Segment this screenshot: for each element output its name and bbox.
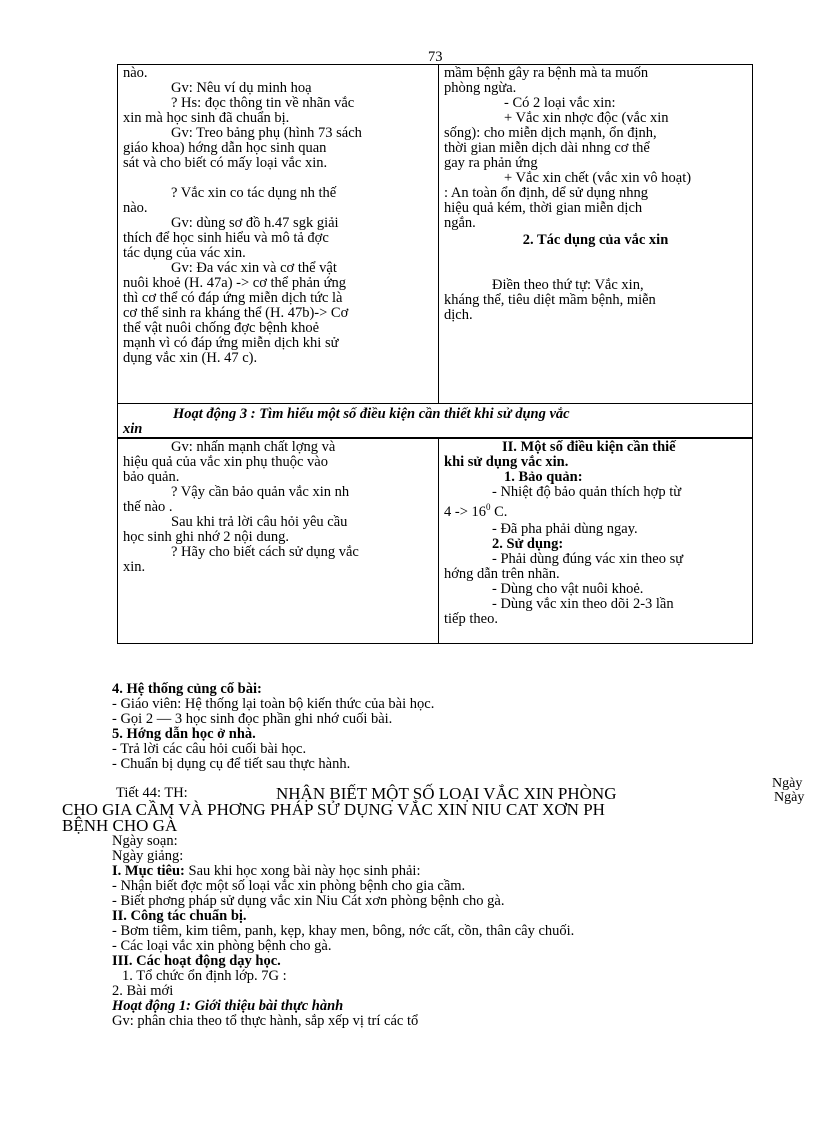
text-line: nào. [123,200,148,216]
text-line: cơ thể sinh ra kháng thể (H. 47b)-> Cơ [123,305,349,321]
text-line: gay ra phản ứng [444,155,538,171]
activity3-header-cell [118,404,753,439]
text-line: mạnh vì có đáp ứng miễn dịch khi sử [123,335,339,351]
text-line: xin mà học sinh đã chuẩn bị. [123,110,290,126]
text-line: - Trả lời các câu hỏi cuối bài học. [112,741,307,757]
text-line: tiếp theo. [444,610,498,627]
text-line: ? Vắc xin co tác dụng nh thế [171,185,337,201]
text-line: - Có 2 loại vắc xin: [504,95,616,111]
text-line: ? Vậy cần bảo quản vắc xin nh [171,484,350,500]
text-line: - Dùng cho vật nuôi khoẻ. [492,580,644,597]
text-line: + Vắc xin chết (vắc xin vô hoạt) [504,170,692,186]
margin-date-label: Ngày [774,790,805,805]
text-line: - Nhận biết đợc một số loại vắc xin phòng bệnh cho gia cầm. [112,878,466,894]
lesson-table [117,64,753,644]
text-line: 1. Tổ chức ổn định lớp. 7G : [122,968,287,984]
text-line: - Gọi 2 — 3 học sinh đọc phần ghi nhớ cuối bài. [112,711,393,727]
text-line: - Bơm tiêm, kim tiêm, panh, kẹp, khay men, bông, nớc cất, cồn, thân cây chuối. [112,923,575,939]
text-line: thể vật nuôi chống đợc bệnh khoẻ [123,320,320,336]
text-line: - Các loại vắc xin phòng bệnh cho gà. [112,938,332,954]
summary-section [112,682,762,772]
section-heading-cont: khi sử dụng vắc xin. [444,454,569,470]
subheading: 2. Sử dụng: [492,535,564,552]
text-line: ? Hãy cho biết cách sử dụng vắc [171,544,359,560]
lesson-body [112,834,772,1029]
text-line: Gv: Treo bảng phụ (hình 73 sách [171,125,362,141]
row2-left-text [123,440,433,575]
text-line: - Nhiệt độ bảo quản thích hợp từ [492,484,682,500]
date-taught: Ngày giảng: [112,848,184,864]
text-line: + Vắc xin nhợc độc (vắc xin [504,110,669,126]
text-line: học sinh ghi nhớ 2 nội dung. [123,529,289,545]
text-line: Sau khi trả lời câu hỏi yêu cầu [171,514,348,530]
text-line: giáo khoa) hớng dẫn học sinh quan [123,140,327,156]
text-line: dịch. [444,307,473,323]
objectives-line [112,864,772,879]
text-line: tác dụng của vác xin. [123,245,246,261]
text-line: hiệu quả của vắc xin phụ thuộc vào [123,454,328,470]
lesson-title-line1 [116,784,617,803]
text-line: - Giáo viên: Hệ thống lại toàn bộ kiến thức của bài học. [112,696,435,712]
text-line: Gv: dùng sơ đồ h.47 sgk giải [171,215,339,231]
homework-heading: 5. Hớng dẫn học ở nhà. [112,726,256,742]
lesson-title-line3: BỆNH CHO GÀ [62,816,178,835]
activity3-title-cont: xin [123,421,143,437]
section-heading: 2. Tác dụng của vắc xin [522,232,669,248]
student-activity-cell [439,65,753,404]
text-line: phòng ngừa. [444,80,517,96]
text-line: Gv: nhấn mạnh chất lợng và [171,439,336,455]
text-line: xin. [123,559,146,575]
text-line: sát và cho biết có mấy loại vắc xin. [123,155,328,171]
subheading: 1. Bảo quản: [504,469,583,485]
teacher-activity-cell [118,65,439,404]
section-heading: II. Một số điều kiện cần thiế [502,439,676,455]
lesson-title-line2: CHO GIA CẦM VÀ PHƠNG PHÁP SỬ DỤNG VẮC XIN NIU CAT XƠN PH [62,800,605,819]
text-line: - Biết phơng pháp sử dụng vắc xin Niu Cát xơn phòng bệnh cho gà. [112,893,505,909]
text-line: thế nào . [123,499,173,515]
text-line: 2. Bài mới [112,983,174,999]
text-line: Gv: Đa vác xin và cơ thể vật [171,260,337,276]
activities-heading: III. Các hoạt động dạy học. [112,953,281,969]
temp-unit: C. [490,503,508,520]
text-line: hớng dẫn trên nhãn. [444,565,560,582]
text-line: - Dùng vắc xin theo dõi 2-3 lần [492,595,674,612]
activity3-title: Hoạt động 3 : Tìm hiểu một số điều kiện cần thiết khi sử dụng vắc [173,406,570,422]
text-line: nào. [123,65,148,81]
temp-range: 4 -> 16 [444,503,487,520]
text-line: thời gian miễn dịch dài nhng cơ thể [444,140,650,156]
text-line: Gv: phân chia theo tổ thực hành, sắp xếp vị trí các tổ [112,1013,419,1029]
text-line: nuôi khoẻ (H. 47a) -> cơ thể phản ứng [123,275,347,291]
text-line: hiệu quả kém, thời gian miễn dịch [444,200,643,216]
text-line: thích để học sinh hiểu và mô tả đợc [123,230,329,246]
lesson-number: Tiết 44: TH: [116,785,188,801]
text-line: bảo quản. [123,469,180,485]
text-line: - Phải dùng đúng vác xin theo sự [492,550,684,567]
row1-left-text [123,66,433,366]
text-line: Gv: Nêu ví dụ minh hoạ [171,80,312,96]
student-activity-cell-2 [439,438,753,644]
degree-sup: 0 [486,502,491,512]
date-prepared: Ngày soạn: [112,833,178,849]
objectives-heading: I. Mục tiêu: [112,863,185,879]
objectives-intro: Sau khi học xong bài này học sinh phải: [184,863,421,879]
text-line: kháng thể, tiêu diệt mầm bệnh, miễn [444,292,656,308]
text-line: ? Hs: đọc thông tin về nhãn vắc [171,95,355,111]
text-line: thì cơ thể có đáp ứng miễn dịch tức là [123,290,343,306]
blank-line [444,248,747,278]
preparation-heading: II. Công tác chuẩn bị. [112,908,247,924]
margin-date-label: Ngày [772,776,803,791]
text-line: Điền theo thứ tự: Vắc xin, [492,277,644,293]
text-line: - Chuẩn bị dụng cụ để tiết sau thực hành. [112,756,351,772]
text-line: dụng vắc xin (H. 47 c). [123,350,258,366]
row1-right-text [444,66,747,323]
lesson-title: NHẬN BIẾT MỘT SỐ LOẠI VẮC XIN PHÒNG [276,784,617,803]
text-line [444,500,747,520]
blank-line [123,171,433,186]
activity1-heading: Hoạt động 1: Giới thiệu bài thực hành [112,998,344,1014]
teacher-activity-cell-2 [118,438,439,644]
summary-heading: 4. Hệ thống củng cố bài: [112,681,262,697]
text-line: ngắn. [444,215,476,231]
text-line: : An toàn ổn định, dể sử dụng nhng [444,185,649,201]
text-line: sống): cho miễn dịch mạnh, ổn định, [444,125,657,141]
text-line: mầm bệnh gây ra bệnh mà ta muốn [444,65,649,81]
page-number: 73 [428,49,443,65]
text-line: - Đã pha phải dùng ngay. [492,520,638,537]
